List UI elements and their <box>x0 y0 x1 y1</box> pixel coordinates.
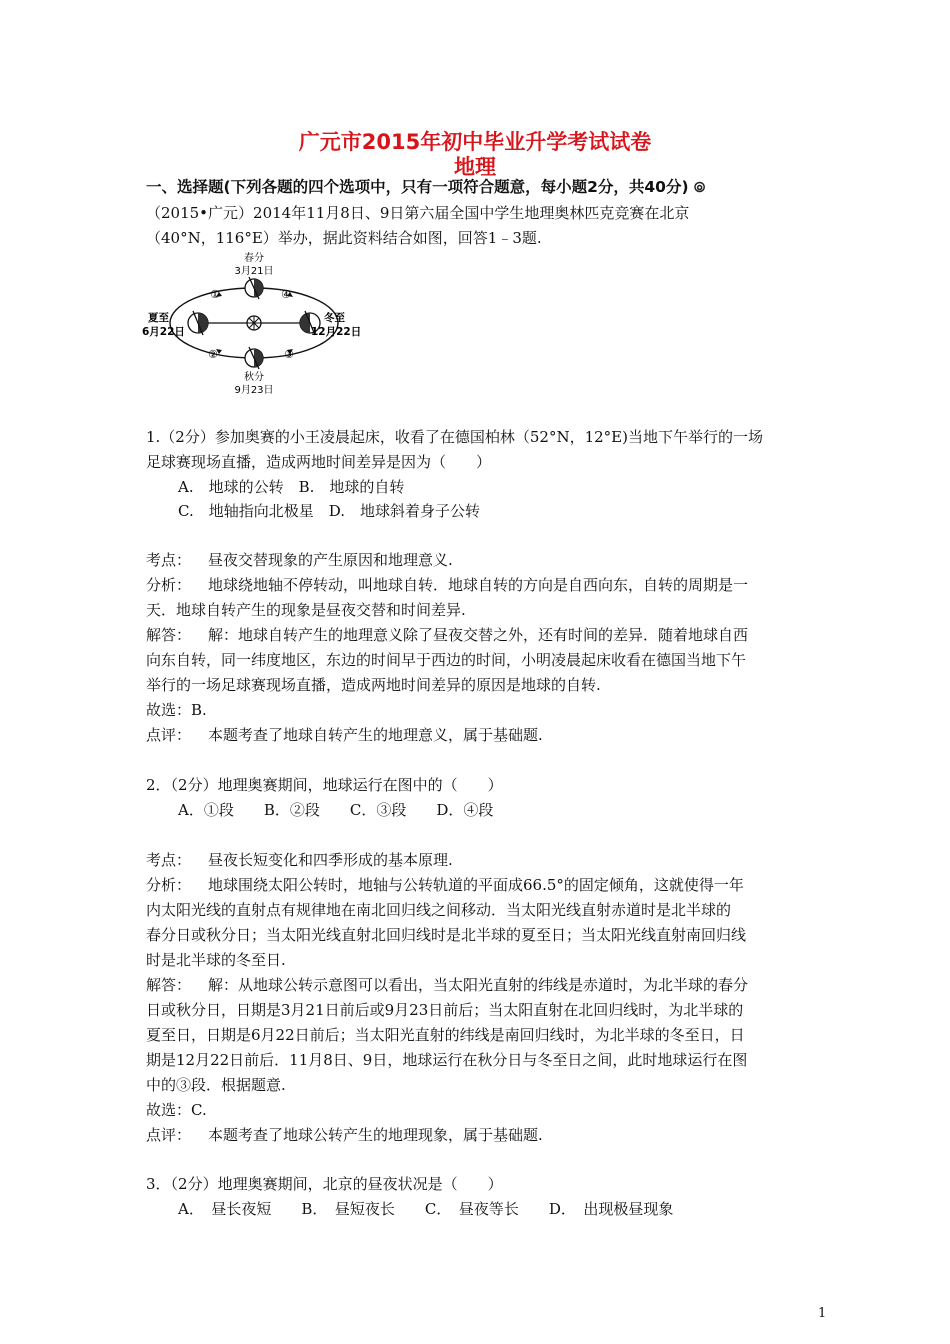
segment-3-label: ③ <box>284 348 294 361</box>
summer-label: 夏至 <box>148 312 169 324</box>
page-number: 1 <box>818 1306 827 1321</box>
q1-stem-line-1: 1.（2分）参加奥赛的小王凌晨起床，收看了在德国柏林（52°N，12°E)当地下午举行的一场 <box>146 428 763 446</box>
autumn-label: 秋分 <box>244 372 264 383</box>
q1-kaodian <box>146 550 453 570</box>
section-heading <box>146 177 705 198</box>
earth-summer-icon <box>188 311 208 335</box>
exam-subject: 地理 <box>454 155 496 179</box>
intro-line-1: （2015•广元）2014年11月8日、9日第六届全国中学生地理奥林匹克竞赛在北京 <box>146 204 690 222</box>
spring-label: 春分 <box>244 253 264 264</box>
q1-fenxi <box>146 575 748 595</box>
q2-jieda <box>146 975 748 995</box>
earth-orbit-diagram <box>142 252 362 402</box>
autumn-date: 9月23日 <box>234 385 274 396</box>
q2-jieda-line-2: 日或秋分日，日期是3月21日前后或9月23日前后；当太阳直射在北回归线时，为北半球的 <box>146 1001 744 1019</box>
dianping-label: 点评： <box>146 1126 192 1144</box>
kaodian-label: 考点： <box>146 851 192 869</box>
q2-options: A．①段 B．②段 C．③段 D．④段 <box>178 801 494 819</box>
dianping-label: 点评： <box>146 726 192 744</box>
q1-fenxi-line-2: 天．地球自转产生的现象是昼夜交替和时间差异. <box>146 601 466 619</box>
q2-dianping <box>146 1125 543 1145</box>
q2-kaodian <box>146 850 453 870</box>
fenxi-text: 地球围绕太阳公转时，地轴与公转轨道的平面成66.5°的固定倾角，这就使得一年 <box>208 876 744 894</box>
q2-answer: 故选：C. <box>146 1101 207 1119</box>
section-heading-text: 一、选择题(下列各题的四个选项中，只有一项符合题意，每小题2分，共40分) <box>146 178 689 196</box>
sun-icon <box>247 316 261 330</box>
earth-autumn-icon <box>245 347 263 369</box>
fenxi-label: 分析： <box>146 576 192 594</box>
kaodian-text: 昼夜交替现象的产生原因和地理意义. <box>208 551 453 569</box>
q2-fenxi-line-2: 内太阳光线的直射点有规律地在南北回归线之间移动．当太阳光线直射赤道时是北半球的 <box>146 901 732 919</box>
jieda-text: 解：地球自转产生的地理意义除了昼夜交替之外，还有时间的差异．随着地球自西 <box>208 626 749 644</box>
segment-4-label: ④ <box>281 288 291 301</box>
winter-label: 冬至 <box>324 312 345 324</box>
q2-fenxi-line-4: 时是北半球的冬至日. <box>146 951 286 969</box>
q3-stem: 3．（2分）地理奥赛期间，北京的昼夜状况是（ ） <box>146 1175 503 1193</box>
q1-stem-line-2: 足球赛现场直播，造成两地时间差异是因为（ ） <box>146 453 492 471</box>
intro-line-2: （40°N，116°E）举办，据此资料结合如图，回答1﹣3题. <box>146 229 542 247</box>
q1-jieda <box>146 625 748 645</box>
hand-mark-icon: ⦾ <box>693 180 706 196</box>
q1-dianping <box>146 725 543 745</box>
earth-spring-icon <box>245 277 263 299</box>
dianping-text: 本题考查了地球公转产生的地理现象，属于基础题. <box>208 1126 543 1144</box>
summer-date: 6月22日 <box>142 326 185 338</box>
q3-options: A． 昼长夜短 B． 昼短夜长 C． 昼夜等长 D． 出现极昼现象 <box>178 1200 674 1218</box>
q1-answer: 故选：B. <box>146 701 207 719</box>
q2-jieda-line-3: 夏至日，日期是6月22日前后；当太阳光直射的纬线是南回归线时，为北半球的冬至日，日 <box>146 1026 745 1044</box>
q2-jieda-line-5: 中的③段．根据题意. <box>146 1076 286 1094</box>
q1-jieda-line-2: 向东自转，同一纬度地区，东边的时间早于西边的时间，小明凌晨起床收看在德国当地下午 <box>146 651 747 669</box>
fenxi-label: 分析： <box>146 876 192 894</box>
dianping-text: 本题考查了地球自转产生的地理意义，属于基础题. <box>208 726 543 744</box>
q2-fenxi-line-3: 春分日或秋分日；当太阳光线直射北回归线时是北半球的夏至日；当太阳光线直射南回归线 <box>146 926 747 944</box>
spring-date: 3月21日 <box>234 266 274 277</box>
segment-1-label: ① <box>210 288 220 301</box>
q1-jieda-line-3: 举行的一场足球赛现场直播，造成两地时间差异的原因是地球的自转. <box>146 676 601 694</box>
q1-options-row-2: C. 地轴指向北极星 D. 地球斜着身子公转 <box>178 502 480 520</box>
fenxi-text: 地球绕地轴不停转动，叫地球自转．地球自转的方向是自西向东，自转的周期是一 <box>208 576 749 594</box>
jieda-text: 解：从地球公转示意图可以看出，当太阳光直射的纬线是赤道时，为北半球的春分 <box>208 976 749 994</box>
jieda-label: 解答： <box>146 976 192 994</box>
q2-jieda-line-4: 期是12月22日前后．11月8日、9日，地球运行在秋分日与冬至日之间，此时地球运行在图 <box>146 1051 748 1069</box>
segment-2-label: ② <box>208 348 218 361</box>
q2-stem: 2．（2分）地理奥赛期间，地球运行在图中的（ ） <box>146 776 503 794</box>
kaodian-label: 考点： <box>146 551 192 569</box>
kaodian-text: 昼夜长短变化和四季形成的基本原理. <box>208 851 453 869</box>
q1-options-row-1: A. 地球的公转 B. 地球的自转 <box>178 478 405 496</box>
q2-fenxi <box>146 875 744 895</box>
jieda-label: 解答： <box>146 626 192 644</box>
exam-title: 广元市2015年初中毕业升学考试试卷 <box>298 130 652 154</box>
winter-date: 12月22日 <box>311 326 362 338</box>
